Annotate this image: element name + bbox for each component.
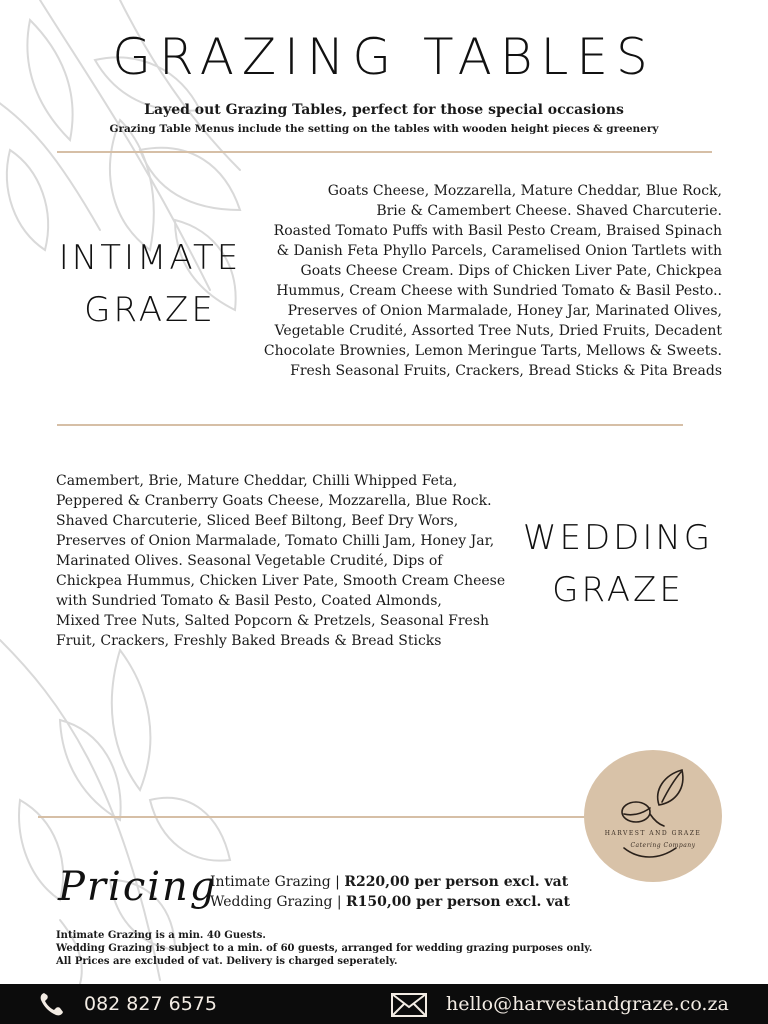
menu-line: Marinated Olives. Seasonal Vegetable Crudité, Dips of [56, 553, 443, 569]
intimate-menu [252, 181, 722, 381]
price-intimate [210, 872, 590, 892]
menu-line: Goats Cheese Cream. Dips of Chicken Liver Pate, Chickpea [300, 263, 722, 279]
menu-line: Fresh Seasonal Fruits, Crackers, Bread Sticks & Pita Breads [290, 363, 722, 379]
envelope-icon [390, 992, 428, 1018]
phone-icon [38, 991, 68, 1017]
page-subtitle-small: Grazing Table Menus include the setting on the tables with wooden height pieces & greenery [109, 123, 659, 135]
menu-line: Preserves of Onion Marmalade, Tomato Chilli Jam, Honey Jar, [56, 533, 495, 549]
menu-line: Peppered & Cranberry Goats Cheese, Mozzarella, Blue Rock. [56, 493, 492, 509]
pricing-note: Intimate Grazing is a min. 40 Guests. [56, 930, 266, 941]
pricing-lines [210, 872, 590, 912]
divider-bottom [38, 816, 586, 818]
menu-line: with Sundried Tomato & Basil Pesto, Coated Almonds, [56, 593, 442, 609]
price-wedding-name: Wedding Grazing | [210, 894, 347, 910]
intimate-heading-line1: INTIMATE [58, 238, 242, 278]
price-wedding-value: R150,00 per person excl. vat [346, 894, 570, 910]
pricing-notes [56, 929, 736, 968]
menu-line: Chickpea Hummus, Chicken Liver Pate, Smooth Cream Cheese [56, 573, 506, 589]
menu-line: Roasted Tomato Puffs with Basil Pesto Cream, Braised Spinach [273, 223, 722, 239]
divider-top [57, 151, 712, 153]
menu-line: & Danish Feta Phyllo Parcels, Caramelised Onion Tartlets with [276, 243, 722, 259]
price-wedding [210, 892, 590, 912]
pricing-note: Wedding Grazing is subject to a min. of 60 guests, arranged for wedding grazing purposes only. [56, 943, 593, 954]
menu-line: Goats Cheese, Mozzarella, Mature Cheddar, Blue Rock, [327, 183, 722, 199]
menu-line: Chocolate Brownies, Lemon Meringue Tarts, Mellows & Sweets. [263, 343, 722, 359]
price-intimate-value: R220,00 per person excl. vat [344, 874, 569, 890]
menu-line: Brie & Camembert Cheese. Shaved Charcuterie. [376, 203, 722, 219]
menu-line: Camembert, Brie, Mature Cheddar, Chilli Whipped Feta, [56, 473, 458, 489]
wedding-menu [56, 471, 526, 651]
logo-text: HARVEST AND GRAZE [604, 830, 702, 837]
page-title: GRAZING TABLES [112, 28, 656, 86]
email-address[interactable]: hello@harvestandgraze.co.za [446, 993, 729, 1015]
menu-line: Preserves of Onion Marmalade, Honey Jar, Marinated Olives, [287, 303, 722, 319]
divider-middle [57, 424, 683, 426]
page-subtitle: Layed out Grazing Tables, perfect for those special occasions [144, 102, 624, 118]
contact-footer [0, 984, 768, 1024]
menu-line: Fruit, Crackers, Freshly Baked Breads & Bread Sticks [56, 633, 442, 649]
wedding-heading-line1: WEDDING [522, 518, 714, 558]
leaf-logo-icon [584, 750, 722, 882]
phone-number[interactable]: 082 827 6575 [84, 993, 217, 1015]
pricing-label: Pricing [58, 864, 218, 910]
price-intimate-name: Intimate Grazing | [210, 874, 345, 890]
intimate-heading-line2: GRAZE [84, 290, 216, 330]
pricing-note: All Prices are excluded of vat. Delivery is charged seperately. [56, 956, 398, 967]
menu-line: Hummus, Cream Cheese with Sundried Tomato & Basil Pesto.. [276, 283, 722, 299]
wedding-heading [520, 512, 716, 616]
logo-tagline: Catering Company [630, 842, 696, 849]
menu-line: Shaved Charcuterie, Sliced Beef Biltong, Beef Dry Wors, [56, 513, 459, 529]
wedding-heading-line2: GRAZE [552, 570, 684, 610]
menu-line: Mixed Tree Nuts, Salted Popcorn & Pretzels, Seasonal Fresh [56, 613, 490, 629]
menu-line: Vegetable Crudité, Assorted Tree Nuts, Dried Fruits, Decadent [274, 323, 722, 339]
intimate-heading [50, 232, 250, 336]
brand-logo [584, 750, 722, 882]
